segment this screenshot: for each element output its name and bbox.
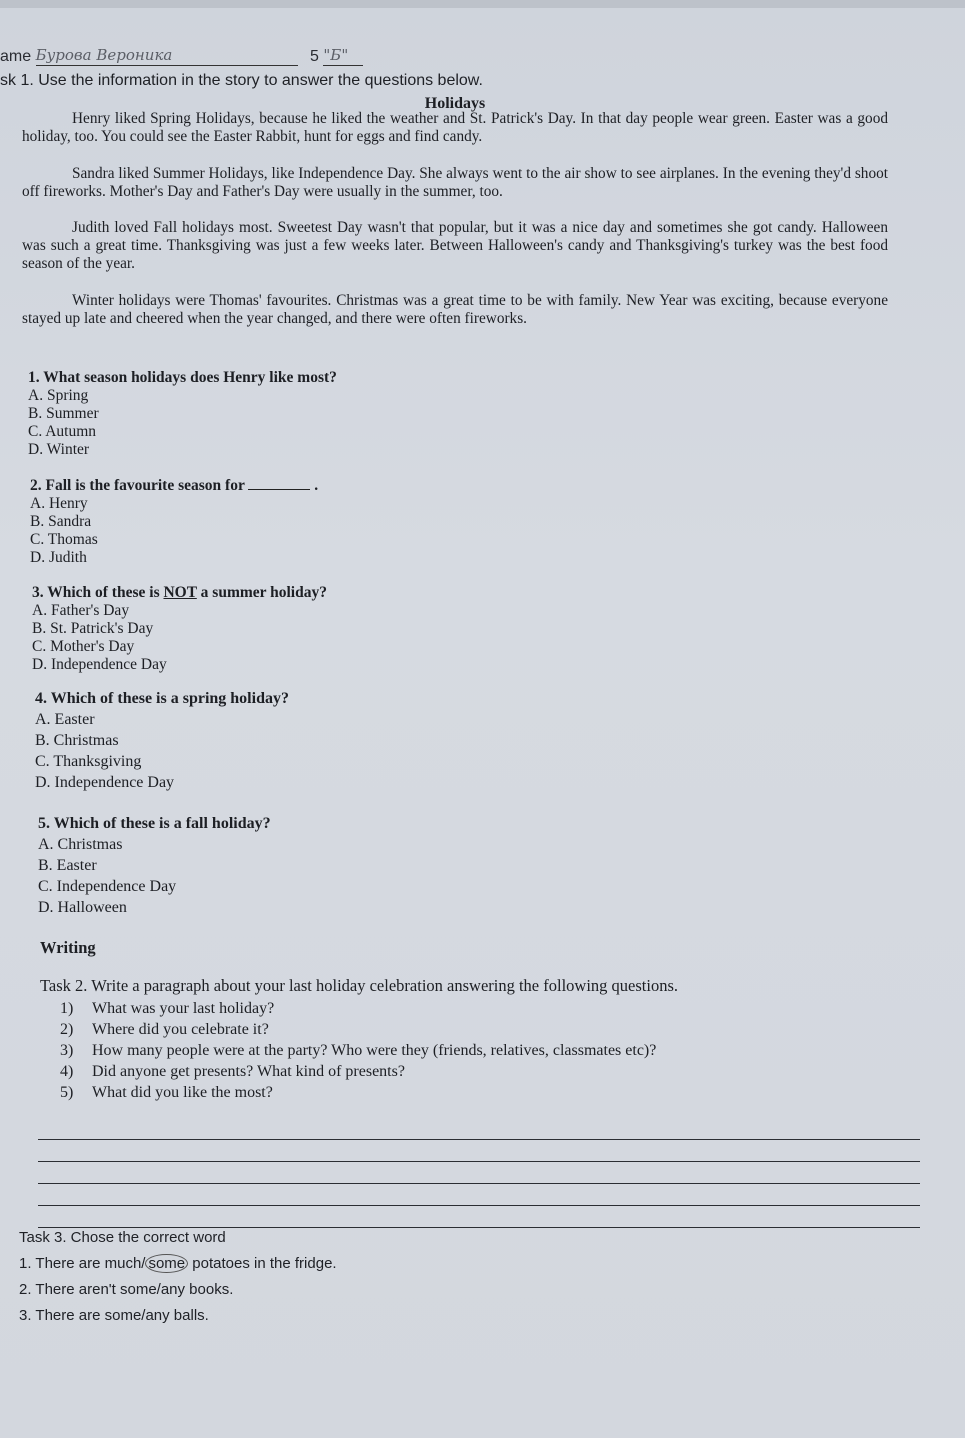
story-paragraph	[22, 219, 888, 273]
line-text: potatoes in the fridge.	[188, 1255, 337, 1272]
answer-option[interactable]: B. Sandra	[30, 513, 92, 530]
story-title: Holidays	[424, 95, 486, 112]
circled-answer[interactable]: some	[145, 1254, 188, 1273]
answer-option[interactable]: D. Independence Day	[35, 774, 175, 791]
story-paragraph	[22, 110, 888, 146]
writing-line[interactable]	[38, 1140, 920, 1162]
item-number: 2)	[60, 1021, 74, 1038]
answer-option[interactable]: D. Judith	[30, 549, 87, 566]
list-item	[60, 1019, 656, 1040]
answer-option[interactable]: A. Father's Day	[32, 602, 130, 619]
list-item	[60, 1040, 656, 1061]
task1-instruction: sk 1. Use the information in the story to answer the questions below.	[0, 72, 483, 89]
answer-option[interactable]: C. Independence Day	[38, 878, 177, 895]
question-1	[28, 369, 337, 459]
item-number: 1)	[60, 1000, 74, 1017]
answer-option[interactable]: C. Autumn	[28, 423, 97, 440]
answer-option[interactable]: B. Summer	[28, 405, 99, 422]
answer-option[interactable]: C. Thomas	[30, 531, 98, 548]
item-text: What was your last holiday?	[92, 1000, 275, 1017]
task2-question-list	[60, 998, 656, 1103]
page-edge-shadow	[0, 0, 965, 8]
question-stem	[32, 584, 327, 601]
stem-emphasis: NOT	[163, 584, 197, 601]
answer-option[interactable]: B. Easter	[38, 857, 97, 874]
question-3	[32, 584, 327, 674]
writing-line[interactable]	[38, 1206, 920, 1228]
line-text: 1. There are much/	[19, 1255, 146, 1272]
name-label: ame	[0, 48, 32, 65]
answer-option[interactable]: A. Spring	[28, 387, 89, 404]
answer-option[interactable]: A. Henry	[30, 495, 88, 512]
task3-line	[19, 1251, 337, 1277]
question-4	[35, 688, 289, 793]
task3-heading: Task 3. Chose the correct word	[19, 1229, 226, 1246]
handwritten-grade: "Б"	[323, 46, 349, 64]
list-item	[60, 998, 656, 1019]
writing-heading: Writing	[40, 938, 96, 957]
item-number: 4)	[60, 1063, 74, 1080]
list-item	[60, 1082, 656, 1103]
stem-text: 3. Which of these is	[32, 584, 160, 601]
paragraph-text: Judith loved Fall holidays most. Sweetest Day wasn't that popular, but it was a nice day and sometimes she got candy. Halloween was such a great time. Thanksgiving was just a few weeks later. Between Halloween's candy and Thanksgiving's turkey was the best food season of the year.	[22, 219, 888, 272]
paragraph-text: Sandra liked Summer Holidays, like Independence Day. She always went to the air show to see airplanes. In the evening they'd shoot off fireworks. Mother's Day and Father's Day were usually in the summer, too.	[22, 165, 888, 200]
name-blank	[36, 46, 298, 66]
question-stem	[30, 477, 318, 494]
answer-option[interactable]: B. Christmas	[35, 732, 119, 749]
answer-option[interactable]: A. Christmas	[38, 836, 123, 853]
answer-option[interactable]: C. Thanksgiving	[35, 753, 142, 770]
paragraph-text: Winter holidays were Thomas' favourites. Christmas was a great time to be with family. New Year was exciting, because everyone stayed up late and cheered when the year changed, and there were often fireworks.	[22, 292, 888, 327]
item-number: 3)	[60, 1042, 74, 1059]
stem-text: .	[314, 477, 319, 494]
paragraph-text: Henry liked Spring Holidays, because he liked the weather and St. Patrick's Day. In that day people wear green. Easter was a good holiday, too. You could see the Easter Rabbit, hunt for eggs and find candy.	[22, 110, 888, 145]
question-stem: 5. Which of these is a fall holiday?	[38, 815, 271, 832]
grade-blank	[323, 46, 363, 66]
story-paragraph	[22, 165, 888, 201]
grade-number: 5	[310, 48, 319, 65]
stem-text: a summer holiday?	[200, 584, 327, 601]
task3-line[interactable]: 3. There are some/any balls.	[19, 1307, 209, 1324]
answer-option[interactable]: D. Halloween	[38, 899, 127, 916]
question-5	[38, 813, 271, 918]
task3-section	[19, 1229, 337, 1329]
writing-line[interactable]	[38, 1184, 920, 1206]
name-line	[0, 46, 363, 66]
item-number: 5)	[60, 1084, 74, 1101]
stem-text: 2. Fall is the favourite season for	[30, 477, 245, 494]
question-stem: 4. Which of these is a spring holiday?	[35, 690, 289, 707]
answer-option[interactable]: B. St. Patrick's Day	[32, 620, 154, 637]
handwritten-name: Бурова Вероника	[35, 46, 173, 64]
answer-option[interactable]: A. Easter	[35, 711, 95, 728]
answer-option[interactable]: D. Winter	[28, 441, 90, 458]
list-item	[60, 1061, 656, 1082]
writing-line[interactable]	[38, 1118, 920, 1140]
item-text: What did you like the most?	[92, 1084, 273, 1101]
answer-blank[interactable]	[248, 489, 310, 490]
item-text: Where did you celebrate it?	[92, 1021, 269, 1038]
item-text: Did anyone get presents? What kind of presents?	[92, 1063, 405, 1080]
answer-option[interactable]: D. Independence Day	[32, 656, 167, 673]
story-paragraph	[22, 292, 888, 328]
question-stem: 1. What season holidays does Henry like most?	[28, 369, 337, 386]
question-2	[30, 477, 318, 567]
writing-lines	[38, 1118, 920, 1228]
item-text: How many people were at the party? Who were they (friends, relatives, classmates etc)?	[92, 1042, 657, 1059]
answer-option[interactable]: C. Mother's Day	[32, 638, 135, 655]
task3-line[interactable]: 2. There aren't some/any books.	[19, 1281, 234, 1298]
writing-line[interactable]	[38, 1162, 920, 1184]
task2-instruction: Task 2. Write a paragraph about your last holiday celebration answering the following questions.	[40, 976, 678, 995]
